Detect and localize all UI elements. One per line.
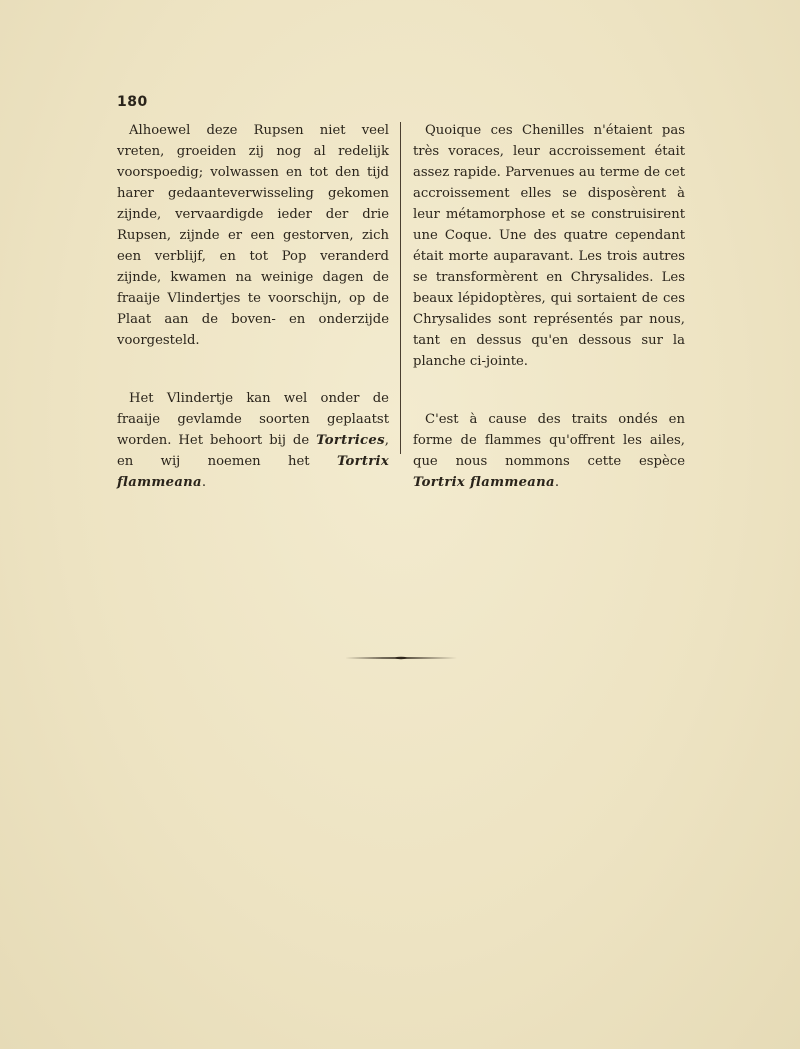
end-ornament-rule bbox=[345, 655, 457, 661]
french-paragraph-2-end: . bbox=[554, 475, 560, 490]
french-paragraph-2 bbox=[413, 409, 685, 493]
page-number: 180 bbox=[117, 94, 148, 110]
dutch-paragraph-2-end: . bbox=[201, 475, 207, 490]
species-name-french: Tortrix flammeana bbox=[413, 475, 555, 490]
column-divider bbox=[400, 122, 401, 454]
dutch-paragraph-1: Alhoewel deze Rupsen niet veel vreten, groeiden zij nog al redelijk voorspoedig; volwassen en tot den tijd harer gedaanteverwisseling gekomen zijnde, vervaardigde ieder der drie Rupsen, zijnde er een gestorven, zich een verblijf, en tot Pop veranderd zijnde, kwamen na weinige dagen de fraaije Vlindertjes te voorschijn, op de Plaat aan de boven- en onderzijde voorgesteld. bbox=[117, 123, 389, 348]
french-paragraph-2-start: C'est à cause des traits ondés en forme de flammes qu'offrent les ailes, que nous nommons cette espèce bbox=[413, 412, 685, 469]
dutch-paragraph-2-start: Het Vlindertje kan wel onder de fraaije gevlamde soorten geplaatst worden. Het behoort bij de bbox=[117, 391, 389, 448]
dutch-column bbox=[117, 120, 389, 493]
species-name-dutch: Tortrix flammeana bbox=[117, 454, 389, 490]
genus-name-tortrices: Tortrices bbox=[316, 433, 385, 448]
french-column bbox=[413, 120, 685, 493]
dutch-paragraph-2-mid: , en wij noemen het bbox=[117, 433, 389, 469]
dutch-paragraph-2 bbox=[117, 388, 389, 493]
french-paragraph-1: Quoique ces Chenilles n'étaient pas très voraces, leur accroissement était assez rapide. Parvenues au terme de cet accroissement elles se disposèrent à leur métamorphose et se construisirent une Coque. Une des quatre cependant était morte auparavant. Les trois autres se transformèrent en Chrysalides. Les beaux lépidoptères, qui sortaient de ces Chrysalides sont représentés par nous, tant en dessus qu'en dessous sur la planche ci-jointe. bbox=[413, 123, 685, 369]
